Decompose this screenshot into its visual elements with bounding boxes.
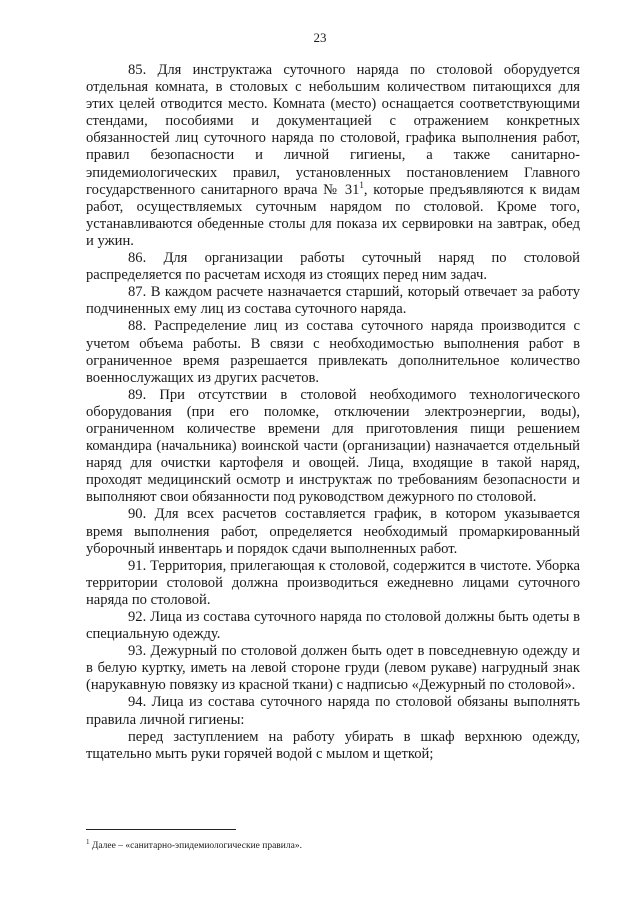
footnote-text: Далее – «санитарно-эпидемиологические правила». xyxy=(89,841,302,852)
footnote-divider xyxy=(86,829,236,830)
footnote-marker: 1 xyxy=(86,838,90,846)
paragraph-91: 91. Территория, прилегающая к столовой, содержится в чистоте. Уборка территории столовой должна производиться ежедневно лицами суточного наряда по столовой. xyxy=(86,557,580,608)
paragraph-93: 93. Дежурный по столовой должен быть одет в повседневную одежду и в белую куртку, иметь на левой стороне груди (левом рукаве) нагрудный знак (нарукавную повязку из красной ткани) с надписью «Дежурный по столовой». xyxy=(86,643,580,694)
paragraph-94-item: перед заступлением на работу убирать в шкаф верхнюю одежду, тщательно мыть руки горячей водой с мылом и щеткой; xyxy=(86,728,580,762)
footnote xyxy=(86,836,580,852)
paragraph-87: 87. В каждом расчете назначается старший, который отвечает за работу подчиненных ему лиц из состава суточного наряда. xyxy=(86,284,580,318)
paragraph-88: 88. Распределение лиц из состава суточного наряда производится с учетом объема работы. В связи с необходимостью выполнения работ в ограниченное время разрешается привлекать дополнительное количество военнослужащих из других расчетов. xyxy=(86,318,580,386)
footnote-reference: 1 xyxy=(359,179,364,190)
paragraph-85-continuation: , которые предъявляются к видам работ, осуществляемых суточным нарядом по столовой. Кроме того, устанавливаются обеденные столы для показа их сервировки на завтрак, обед и ужин. xyxy=(86,181,580,249)
document-body xyxy=(86,62,580,763)
paragraph-94: 94. Лица из состава суточного наряда по столовой обязаны выполнять правила личной гигиены: xyxy=(86,694,580,728)
paragraph-89: 89. При отсутствии в столовой необходимого технологического оборудования (при его поломке, отключении электроэнергии, воды), ограниченном количестве времени для приготовления пищи решением командира (начальника) воинской части (организации) назначается отдельный наряд для очистки картофеля и овощей. Лица, входящие в такой наряд, проходят медицинский осмотр и инструктаж по требованиям безопасности и выполняют свои обязанности под руководством дежурного по столовой. xyxy=(86,386,580,506)
paragraph-92: 92. Лица из состава суточного наряда по столовой должны быть одеты в специальную одежду. xyxy=(86,609,580,643)
page-number: 23 xyxy=(313,30,327,45)
paragraph-86: 86. Для организации работы суточный наряд по столовой распределяется по расчетам исходя из стоящих перед ним задач. xyxy=(86,250,580,284)
paragraph-85-text: 85. Для инструктажа суточного наряда по столовой оборудуется отдельная комната, в столовых с небольшим количеством питающихся для этих целей отводится место. Комната (место) оснащается соответствующими стендами, пособиями и документацией с отражением конкретных обязанностей лиц суточного наряда по столовой, графика выполнения работ, правил безопасности и личной гигиены, а также санитарно-эпидемиологических правил, установленных постановлением Главного государственного санитарного врача № 31 xyxy=(86,62,580,198)
paragraph-90: 90. Для всех расчетов составляется график, в котором указывается время выполнения работ, определяется необходимый промаркированный уборочный инвентарь и порядок сдачи выполненных работ. xyxy=(86,506,580,557)
paragraph-85 xyxy=(86,62,580,250)
